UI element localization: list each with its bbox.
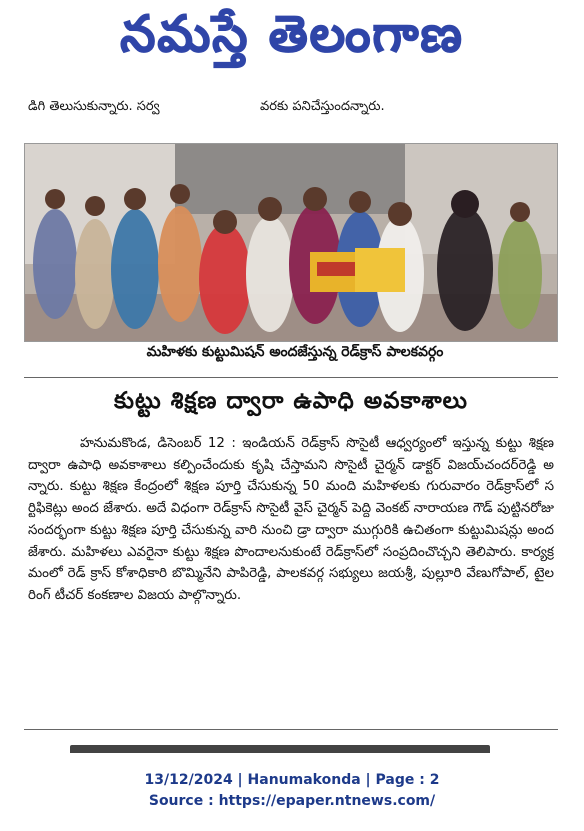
group-photo-image	[25, 144, 557, 341]
divider	[24, 377, 558, 378]
footer-source: Source : https://epaper.ntnews.com/	[148, 793, 436, 809]
newspaper-title: నమస్తే తెలంగాణ	[120, 4, 464, 63]
next-article-headline-cropped	[70, 745, 490, 753]
strip-text-left: డిగి తెలుసుకున్నారు. సర్వ	[28, 99, 160, 114]
photo-caption: మహిళకు కుట్టుమిషన్ అందజేస్తున్న రెడ్‌క్రాస్ పాలకవర్గం	[146, 344, 444, 360]
epaper-footer	[0, 769, 584, 811]
previous-article-strip	[28, 99, 568, 121]
article-body: హనుమకొండ, డిసెంబర్ 12 : ఇండియన్ రెడ్‌క్రాస్ సొసైటీ ఆధ్వర్యంలో ఇస్తున్న కుట్టు శిక్షణ ద్వారా ఉపాధి అవకాశాలు కల్పించేందుకు కృషి చేస్తామని సొసైటీ చైర్మన్ డాక్టర్ విజయ్‌చందర్‌రెడ్డి అన్నారు. కుట్టు శిక్షణ కేంద్రంలో శిక్షణ పూర్తి చేసుకున్న 50 మంది మహిళలకు గురువారం రెడ్‌క్రాస్‌లో సర్టిఫికెట్లు అంద జేశారు. అదే విధంగా రెడ్‌క్రాస్ సొసైటీ వైస్ చైర్మన్ పెద్ది వెంకట్ నారాయణ గౌడ్ పుట్టినరోజు సందర్భంగా కుట్టు శిక్షణ పూర్తి చేసుకున్న వారి నుంచి డ్రా ద్వారా ముగ్గురికి ఉచితంగా కుట్టుమిషన్లు అందజేశారు. మహిళలు ఎవరైనా కుట్టు శిక్షణ పొందాలనుకుంటే రెడ్‌క్రాస్‌లో సంప్రదించొచ్చని తెలిపారు. కార్యక్రమంలో రెడ్ క్రాస్ కోశాధికారి బొమ్మినేని పాపిరెడ్డి, పాలకవర్గ సభ్యులు జయశ్రీ, పుల్లూరి వేణుగోపాల్, టైలరింగ్ టీచర్ కంకణాల విజయ పాల్గొన్నారు.	[28, 436, 554, 603]
footer-date-page: 13/12/2024 | Hanumakonda | Page : 2	[144, 772, 440, 788]
divider-bottom	[24, 729, 558, 730]
masthead	[0, 0, 584, 80]
strip-text-right: వరకు పనిచేస్తుందన్నారు.	[260, 99, 385, 114]
article-headline: కుట్టు శిక్షణ ద్వారా ఉపాధి అవకాశాలు	[114, 388, 468, 414]
news-photo	[24, 143, 558, 342]
